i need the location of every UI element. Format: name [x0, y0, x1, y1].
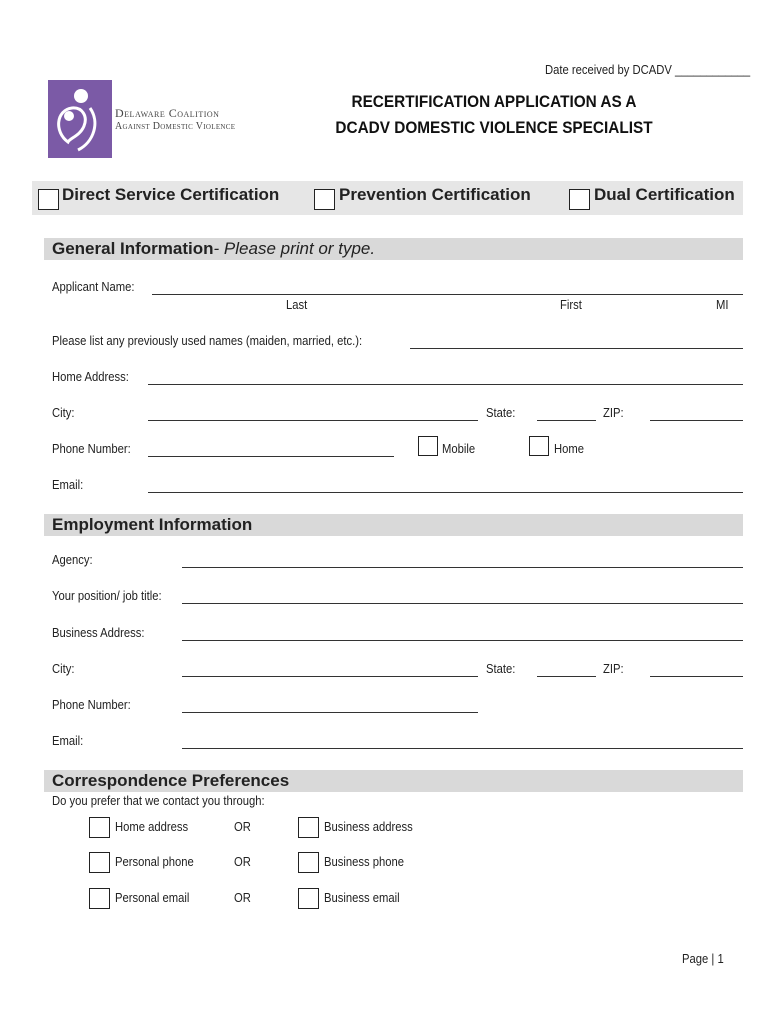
personal-phone-checkbox[interactable]: [89, 852, 110, 873]
employment-heading: Employment Information: [52, 515, 253, 534]
home-address-field[interactable]: [148, 384, 743, 385]
business-email-option: Business email: [324, 891, 400, 905]
personal-email-checkbox[interactable]: [89, 888, 110, 909]
personal-phone-option: Personal phone: [115, 855, 194, 869]
business-city-label: City:: [52, 662, 75, 676]
business-city-field[interactable]: [182, 676, 478, 677]
mi-caption: MI: [716, 298, 729, 312]
position-field[interactable]: [182, 603, 743, 604]
business-phone-field[interactable]: [182, 712, 478, 713]
business-state-label: State:: [486, 662, 516, 676]
form-title-line1: RECERTIFICATION APPLICATION AS A: [351, 93, 637, 111]
home-state-field[interactable]: [537, 420, 596, 421]
or-label: OR: [234, 820, 251, 834]
business-zip-field[interactable]: [650, 676, 743, 677]
home-address-checkbox[interactable]: [89, 817, 110, 838]
last-name-caption: Last: [286, 298, 308, 312]
page-number: Page | 1: [682, 952, 724, 966]
agency-field[interactable]: [182, 567, 743, 568]
mobile-checkbox[interactable]: [418, 436, 438, 456]
personal-email-option: Personal email: [115, 891, 190, 905]
business-address-checkbox[interactable]: [298, 817, 319, 838]
business-zip-label: ZIP:: [603, 662, 624, 676]
home-address-option: Home address: [115, 820, 189, 834]
home-email-label: Email:: [52, 478, 84, 492]
previous-names-field[interactable]: [410, 348, 743, 349]
business-address-option: Business address: [324, 820, 413, 834]
or-label: OR: [234, 891, 251, 905]
home-email-field[interactable]: [148, 492, 743, 493]
business-address-field[interactable]: [182, 640, 743, 641]
dual-label: Dual Certification: [594, 185, 735, 204]
or-label: OR: [234, 855, 251, 869]
home-zip-field[interactable]: [650, 420, 743, 421]
business-address-label: Business Address:: [52, 626, 145, 640]
direct-service-label: Direct Service Certification: [62, 185, 280, 204]
logo-text-line2: Against Domestic Violence: [115, 121, 236, 132]
position-label: Your position/ job title:: [52, 589, 162, 603]
business-phone-checkbox[interactable]: [298, 852, 319, 873]
applicant-name-field[interactable]: [152, 294, 743, 295]
form-title-line2: DCADV DOMESTIC VIOLENCE SPECIALIST: [335, 119, 653, 137]
business-email-field[interactable]: [182, 748, 743, 749]
mobile-label: Mobile: [442, 442, 476, 456]
first-name-caption: First: [560, 298, 582, 312]
home-phone-type-label: Home: [554, 442, 585, 456]
home-zip-label: ZIP:: [603, 406, 624, 420]
general-heading-text: General Information: [52, 239, 214, 258]
home-phone-type-checkbox[interactable]: [529, 436, 549, 456]
business-state-field[interactable]: [537, 676, 596, 677]
home-phone-label: Phone Number:: [52, 442, 131, 456]
dcadv-logo: [48, 80, 112, 158]
prevention-checkbox[interactable]: [314, 189, 335, 210]
home-state-label: State:: [486, 406, 516, 420]
home-city-label: City:: [52, 406, 75, 420]
business-email-checkbox[interactable]: [298, 888, 319, 909]
business-email-label: Email:: [52, 734, 84, 748]
general-heading-sub: - Please print or type.: [213, 239, 376, 258]
logo-text-line1: Delaware Coalition: [115, 106, 220, 120]
prevention-label: Prevention Certification: [339, 185, 531, 204]
correspondence-heading: Correspondence Preferences: [52, 771, 290, 790]
date-received-label: Date received by DCADV ____________: [545, 63, 751, 77]
agency-label: Agency:: [52, 553, 93, 567]
general-heading: [52, 239, 375, 259]
previous-names-label: Please list any previously used names (maiden, married, etc.):: [52, 334, 363, 348]
dual-checkbox[interactable]: [569, 189, 590, 210]
applicant-name-label: Applicant Name:: [52, 280, 135, 294]
logo-emblem-icon: [48, 80, 112, 158]
home-address-label: Home Address:: [52, 370, 129, 384]
correspondence-question: Do you prefer that we contact you through:: [52, 794, 265, 808]
home-city-field[interactable]: [148, 420, 478, 421]
direct-service-checkbox[interactable]: [38, 189, 59, 210]
business-phone-label: Phone Number:: [52, 698, 131, 712]
business-phone-option: Business phone: [324, 855, 405, 869]
home-phone-field[interactable]: [148, 456, 394, 457]
